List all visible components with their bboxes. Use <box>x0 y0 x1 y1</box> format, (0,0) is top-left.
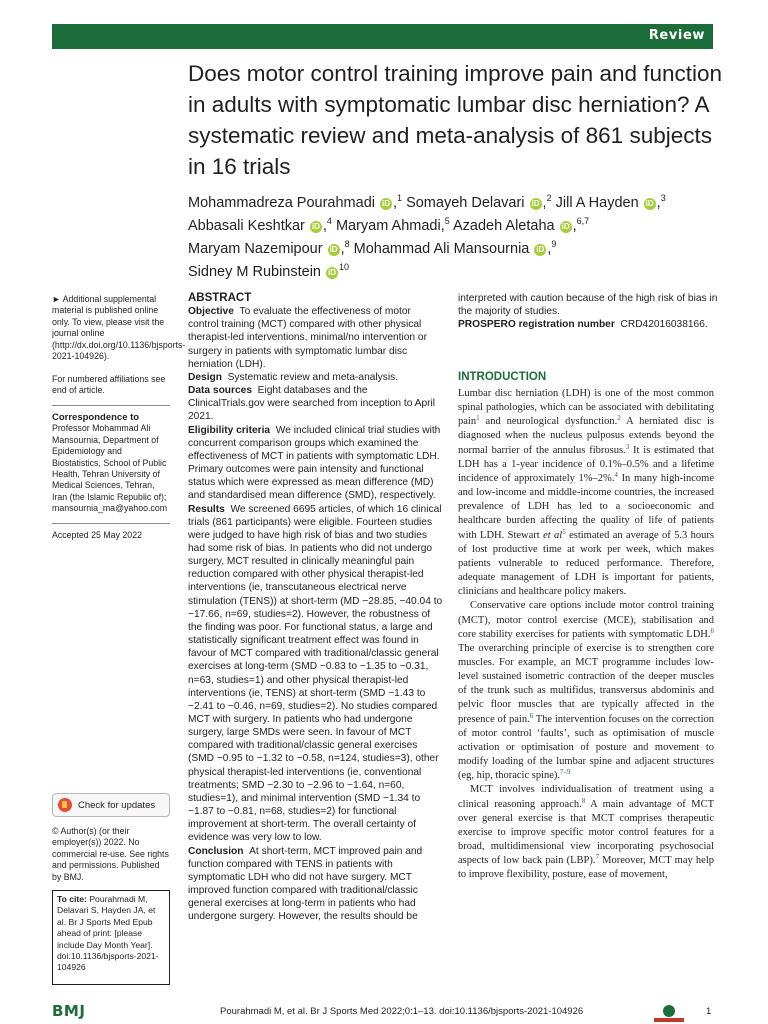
reference-link[interactable]: 7 <box>595 853 599 862</box>
reference-link[interactable]: 4 <box>614 470 618 479</box>
abstract-eligibility: Eligibility criteria We included clinical trial studies with concurrent comparison groups which examined the effectiveness of MCT in patients with symptomatic LDH. Primary outcomes were pain intensity and functional status which were expressed as mean difference (MD) and standardised mean difference (SMD), respectively. <box>188 424 441 502</box>
author[interactable]: Azadeh Aletaha iD ,$^{6,7}$ <box>453 216 590 234</box>
reference-link[interactable]: 6 <box>529 711 534 720</box>
basem-badge-icon <box>650 1004 688 1024</box>
paragraph: MCT involves individualisation of treatment using a clinical reasoning approach.$^8$ A main advantage of MCT over general exercise is that MCT comprises therapeutic exercise to improve specific motor control features for a broad, multidimensional view incorporating psychosocial aspects of low back pain (LBP).$^7$ Moreover, MCT may help to improve flexibility, posture, ease of movement, <box>458 784 715 881</box>
abstract-design: Design Systematic review and meta-analysis. <box>188 371 399 383</box>
supplemental-note: ► Additional supplemental material is published online only. To view, please visit the journal online (http://dx.doi.org/10.1136/bjsports-2021-104926). <box>52 294 186 362</box>
abstract-data-sources: Data sources Eight databases and the ClinicalTrials.gov were searched from inception to April 2021. <box>188 385 436 423</box>
prospero-registration: PROSPERO registration number CRD42016038166. <box>458 319 708 331</box>
check-for-updates-button[interactable] <box>52 793 170 817</box>
page-number: 1 <box>706 1006 712 1017</box>
abstract-continued: interpreted with caution because of the high risk of bias in the majority of studies. PROSPERO registration number CRD42016038166. <box>458 292 720 331</box>
author[interactable]: Abbasali Keshtkar iD ,$^4$ <box>188 216 332 234</box>
orcid-icon[interactable]: iD <box>381 199 390 208</box>
reference-link[interactable]: 2 <box>617 414 621 423</box>
reference-link[interactable]: 8 <box>581 796 586 805</box>
abstract-results: Results We screened 6695 articles, of which 16 clinical trials (861 participants) were eligible. Fourteen studies were judged to have high risk of bias and two studies had some risk of bias. In patients who did not undergo surgery, MCT resulted in clinically meaningful pain reduction compared with other physical therapist-led interventions (ie, transcutaneous electrical nerve stimulation (TENS)) at short-term (MD −28.85, −40.04 to −17.66, n=69, studies=2). However, the robustness of the finding was poor. For functional status, a large and statistically significant treatment effect was found in favour of MCT compared with traditional/classic general exercises at long-term (SMD −0.83 to −1.35 to −0.31, n=63, studies=1) and other physical therapist-led interventions (ie, TENS) at short-term (SMD −1.43 to −2.41 to −0.46, n=69, studies=2). No studies compared MCT with surgery. In patients who had undergone surgery, large SMDs were seen. In favour of MCT compared with traditional/classic general exercises (SMD −0.95 to −1.32 to −0.58, n=124, studies=3), other physical therapist-led interventions (ie, conventional treatments; SMD −2.30 to −2.96 to −1.64, n=60, studies=1), and minimal intervention (SMD −1.34 to −1.87 to −0.81, n=68, studies=2) for functional improvement at short-term. The overall certainty of evidence was very low to low. <box>188 503 443 844</box>
sidebar-divider <box>52 523 170 524</box>
section-banner <box>52 24 713 49</box>
introduction-body <box>458 387 714 882</box>
abstract <box>188 292 444 924</box>
correspondence: Correspondence to Professor Mohammad Ali Mansournia, Department of Epidemiology and Biostatistics, School of Public Health, Tehran University of Medical Sciences, Tehran, Iran (the Islamic Republic of); mansournia_ma@yahoo.com <box>52 412 168 514</box>
author-list <box>188 192 718 284</box>
section-label: Review <box>648 28 705 43</box>
orcid-icon[interactable]: iD <box>536 245 545 254</box>
author[interactable]: Mohammadreza Pourahmadi iD ,$^1$ <box>188 193 403 211</box>
author[interactable]: Maryam Nazemipour iD ,$^8$ <box>188 239 350 257</box>
paragraph: Lumbar disc herniation (LDH) is one of the most common spinal pathologies, which can be associated with debilitating pain$^1$ and neurological dysfunction.$^2$ A herniated disc is diagnosed when the nucleus pulposus extends beyond the normal barrier of the annulus fibrosus.$^3$ It is estimated that LDH has a 1-year incidence of 0.1%–0.5% and a lifetime incidence of approximately 1%–2%.$^4$ In many high-income and low-income and middle-income countries, the increased prevalence of LDH has led to a socioeconomic and healthcare burden affecting the quality of life of patients with LDH. Stewart et al$^5$ estimated an average of 5.3 hours of lost productive time at work per week, which makes patients vulnerable to reduced performance. Therefore, adequate management of LDH is important for patients, clinicians and healthcare policy makers. <box>458 388 714 598</box>
orcid-icon[interactable]: iD <box>645 199 654 208</box>
author[interactable]: Somayeh Delavari iD ,$^2$ <box>406 193 552 211</box>
copyright-note: © Author(s) (or their employer(s)) 2022. No commercial re-use. See rights and permissions. Published by BMJ. <box>52 826 169 882</box>
affiliations-note: For numbered affiliations see end of article. <box>52 374 166 396</box>
reference-link[interactable]: 5 <box>562 527 566 536</box>
abstract-heading: ABSTRACT <box>188 292 252 304</box>
article-title: Does motor control training improve pain and function in adults with symptomatic lumbar disc herniation? A systematic review and meta-analysis of 861 subjects in 16 trials <box>188 61 723 179</box>
citation-box: To cite: Pourahmadi M, Delavari S, Hayden JA, et al. Br J Sports Med Epub ahead of print: [please include Day Month Year]. doi:10.1136/bjsports-2021-104926 <box>52 890 170 985</box>
author[interactable]: Maryam Ahmadi,$^5$ <box>335 216 450 234</box>
reference-link[interactable]: 6 <box>710 626 714 635</box>
reference-link[interactable]: 3 <box>625 442 630 451</box>
introduction-heading: INTRODUCTION <box>458 371 547 383</box>
accepted-date: Accepted 25 May 2022 <box>52 530 142 540</box>
sidebar-divider <box>52 405 170 406</box>
crossmark-icon <box>58 798 72 812</box>
orcid-icon[interactable]: iD <box>311 222 320 231</box>
reference-link[interactable]: 7–9 <box>560 768 571 777</box>
orcid-icon[interactable]: iD <box>561 222 570 231</box>
author[interactable]: Sidney M Rubinstein $iD^{10}$ <box>188 262 350 280</box>
abstract-conclusion: Conclusion At short-term, MCT improved pain and function compared with TENS in patients with symptomatic LDH who did not have surgery. MCT improved function compared with traditional/classic general exercises at long-term in patients who had undergone surgery. However, the results should be <box>188 845 423 923</box>
author[interactable]: Mohammad Ali Mansournia iD ,$^9$ <box>353 239 557 257</box>
paragraph: Conservative care options include motor control training (MCT), motor control exercise (MCE), stabilisation and core stability exercises for patients with symptomatic LDH.$^6$ The overarching principle of exercise is to strengthen core muscles. For example, an MCT programme includes low-level sustained isometric contraction of the deeper muscles of the trunk such as multifidus, transversus abdominis and pelvic floor muscles that are typically affected in the presence of pain.$^6$ The intervention focuses on the correction of motor control ‘faults’, such as optimisation of muscle activation or optimisation of posture and movement to modify loading of the lumbar spine and adjacent structures (eg, hip, thoracic spine).$^{7-9}$ <box>458 600 714 782</box>
author[interactable]: Jill A Hayden iD ,$^3$ <box>555 193 666 211</box>
orcid-icon[interactable]: iD <box>531 199 540 208</box>
check-updates-label: Check for updates <box>78 799 156 811</box>
abstract-objective: Objective To evaluate the effectiveness of motor control training (MCT) compared with other physical therapist-led interventions, minimal/no intervention or surgery in patients with symptomatic lumbar disc herniation (LDH). <box>188 306 427 370</box>
orcid-icon[interactable]: iD <box>329 245 338 254</box>
reference-link[interactable]: 1 <box>476 414 480 423</box>
bmj-logo: BMJ <box>52 1002 86 1020</box>
orcid-icon[interactable]: iD <box>328 268 336 277</box>
footer-citation: Pourahmadi M, et al. Br J Sports Med 2022;0:1–13. doi:10.1136/bjsports-2021-104926 <box>220 1006 584 1017</box>
